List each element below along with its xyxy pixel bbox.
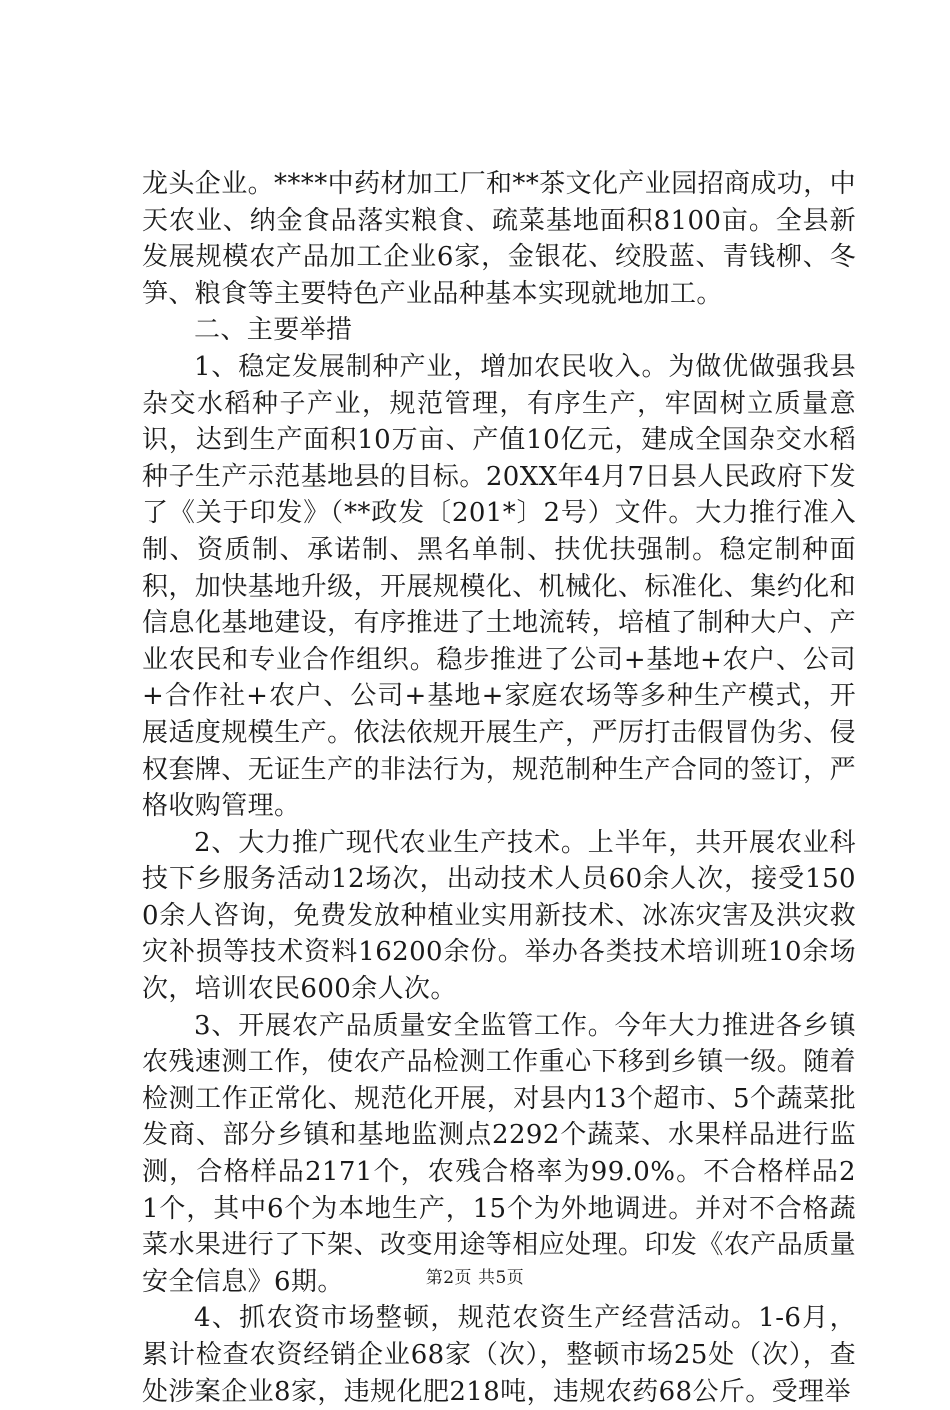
document-body [142, 166, 856, 1410]
paragraph-measure-4: 4、抓农资市场整顿，规范农资生产经营活动。1-6月，累计检查农资经销企业68家（次），整顿市场25处（次），查处涉案企业8家，违规化肥218吨，违规农药68公斤。受理举 [142, 1303, 856, 1407]
paragraph-measure-2: 2、大力推广现代农业生产技术。上半年，共开展农业科技下乡服务活动12场次，出动技术人员60余人次，接受1500余人咨询，免费发放种植业实用新技术、冰冻灾害及洪灾救灾补损等技术资料16200余份。举办各类技术培训班10余场次，培训农民600余人次。 [142, 827, 856, 1005]
page-number-footer: 第2页 共5页 [425, 1268, 525, 1288]
section-heading: 二、主要举措 [194, 315, 353, 346]
paragraph-measure-1: 1、稳定发展制种产业，增加农民收入。为做优做强我县杂交水稻种子产业，规范管理，有序生产，牢固树立质量意识，达到生产面积10万亩、产值10亿元，建成全国杂交水稻种子生产示范基地县的目标。20XX年4月7日县人民政府下发了《关于印发》（**政发〔201*〕2号）文件。大力推行准入制、资质制、承诺制、黑名单制、扶优扶强制。稳定制种面积，加快基地升级，开展规模化、机械化、标准化、集约化和信息化基地建设，有序推进了土地流转，培植了制种大户、产业农民和专业合作组织。稳步推进了公司+基地+农户、公司+合作社+农户、公司+基地+家庭农场等多种生产模式，开展适度规模生产。依法依规开展生产，严厉打击假冒伪劣、侵权套牌、无证生产的非法行为，规范制种生产合同的签订，严格收购管理。 [142, 351, 856, 822]
paragraph-continuation: 龙头企业。****中药材加工厂和**茶文化产业园招商成功，中天农业、纳金食品落实粮食、疏菜基地面积8100亩。全县新发展规模农产品加工企业6家，金银花、绞股蓝、青钱柳、冬笋、粮食等主要特色产业品种基本实现就地加工。 [142, 169, 857, 309]
paragraph-measure-3: 3、开展农产品质量安全监管工作。今年大力推进各乡镇农残速测工作，使农产品检测工作重心下移到乡镇一级。随着检测工作正常化、规范化开展，对县内13个超市、5个蔬菜批发商、部分乡镇和基地监测点2292个蔬菜、水果样品进行监测，合格样品2171个，农残合格率为99.0%。不合格样品21个，其中6个为本地生产，15个为外地调进。并对不合格蔬菜水果进行了下架、改变用途等相应处理。印发《农产品质量安全信息》6期。 [142, 1010, 856, 1297]
